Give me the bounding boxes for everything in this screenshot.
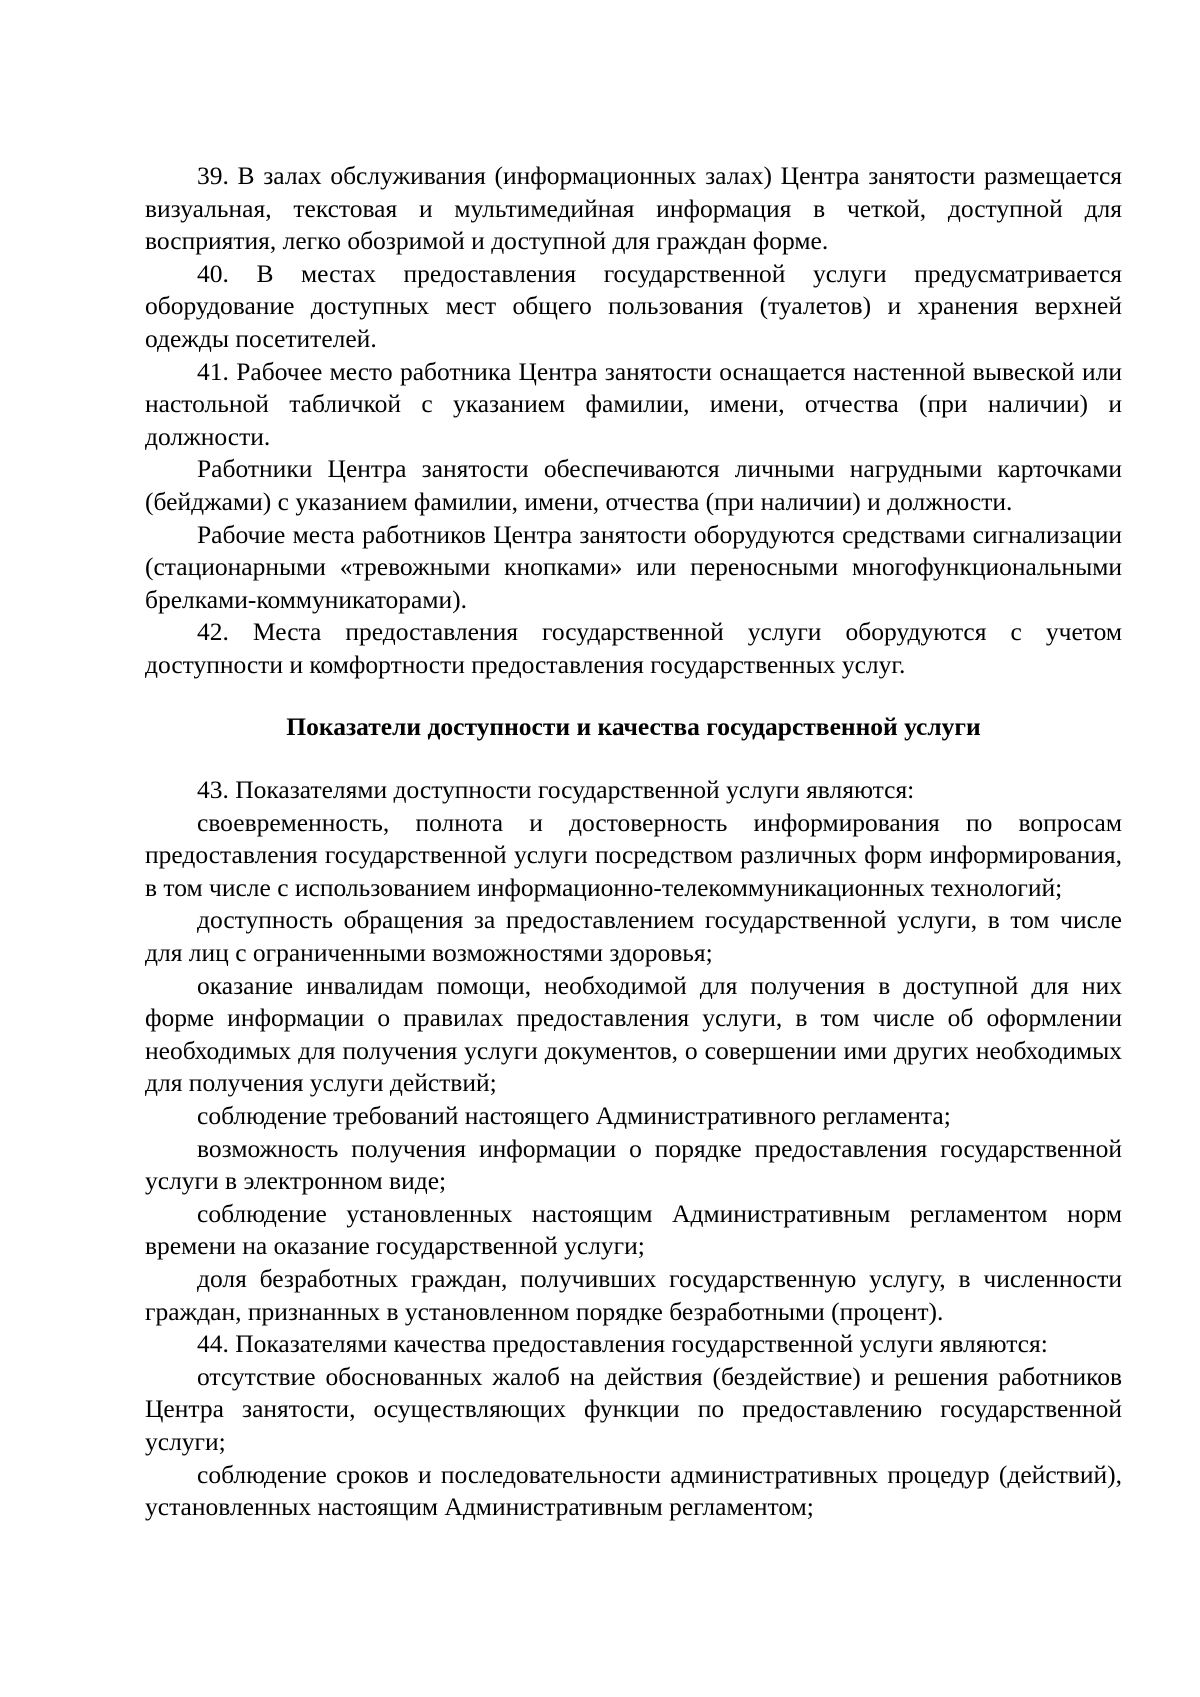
document-page bbox=[145, 160, 1122, 1524]
paragraph-43-item-5: возможность получения информации о порядке предоставления государственной услуги в электронном виде; bbox=[145, 1133, 1122, 1196]
paragraph-43-item-1: своевременность, полнота и достоверность информирования по вопросам предоставления государственной услуги посредством различных форм информирования, в том числе с использованием информационно-телекоммуникационных технологий; bbox=[145, 807, 1122, 902]
paragraph-43-item-2: доступность обращения за предоставлением государственной услуги, в том числе для лиц с ограниченными возможностями здоровья; bbox=[145, 905, 1122, 968]
paragraph-42: 42. Места предоставления государственной услуги оборудуются с учетом доступности и комфортности предоставления государственных услуг. bbox=[145, 617, 1122, 679]
section-heading: Показатели доступности и качества государственной услуги bbox=[286, 711, 981, 741]
paragraph-39: 39. В залах обслуживания (информационных залах) Центра занятости размещается визуальная, текстовая и мультимедийная информация в четкой, доступной для восприятия, легко обозримой и доступной для граждан форме. bbox=[145, 161, 1122, 256]
paragraph-43-item-7: доля безработных граждан, получивших государственную услугу, в численности граждан, признанных в установленном порядке безработными (процент). bbox=[145, 1264, 1122, 1326]
paragraph-44-item-2: соблюдение сроков и последовательности административных процедур (действий), установленных настоящим Административным регламентом; bbox=[145, 1459, 1122, 1522]
paragraph-41-alarm: Рабочие места работников Центра занятости оборудуются средствами сигнализации (стационарными «тревожными кнопками» или переносными многофункциональными брелками-коммуникаторами). bbox=[145, 519, 1122, 614]
paragraph-40: 40. В местах предоставления государственной услуги предусматривается оборудование доступных мест общего пользования (туалетов) и хранения верхней одежды посетителей. bbox=[145, 258, 1122, 353]
paragraph-43-item-3: оказание инвалидам помощи, необходимой для получения в доступной для них форме информации о правилах предоставления услуги, в том числе об оформлении необходимых для получения услуги документов, о совершении ими других необходимых для получения услуги действий; bbox=[145, 970, 1122, 1098]
paragraph-43: 43. Показателями доступности государственной услуги являются: bbox=[197, 775, 915, 805]
paragraph-44-item-1: отсутствие обоснованных жалоб на действия (бездействие) и решения работников Центра занятости, осуществляющих функции по предоставлению государственной услуги; bbox=[145, 1361, 1122, 1456]
paragraph-41-badges: Работники Центра занятости обеспечиваются личными нагрудными карточками (бейджами) с указанием фамилии, имени, отчества (при наличии) и должности. bbox=[145, 454, 1122, 516]
paragraph-43-item-6: соблюдение установленных настоящим Административным регламентом норм времени на оказание государственной услуги; bbox=[145, 1198, 1122, 1261]
paragraph-44: 44. Показателями качества предоставления государственной услуги являются: bbox=[197, 1329, 1048, 1359]
paragraph-41: 41. Рабочее место работника Центра занятости оснащается настенной вывеской или настольной табличкой с указанием фамилии, имени, отчества (при наличии) и должности. bbox=[145, 356, 1122, 451]
paragraph-43-item-4: соблюдение требований настоящего Административного регламента; bbox=[197, 1101, 951, 1131]
